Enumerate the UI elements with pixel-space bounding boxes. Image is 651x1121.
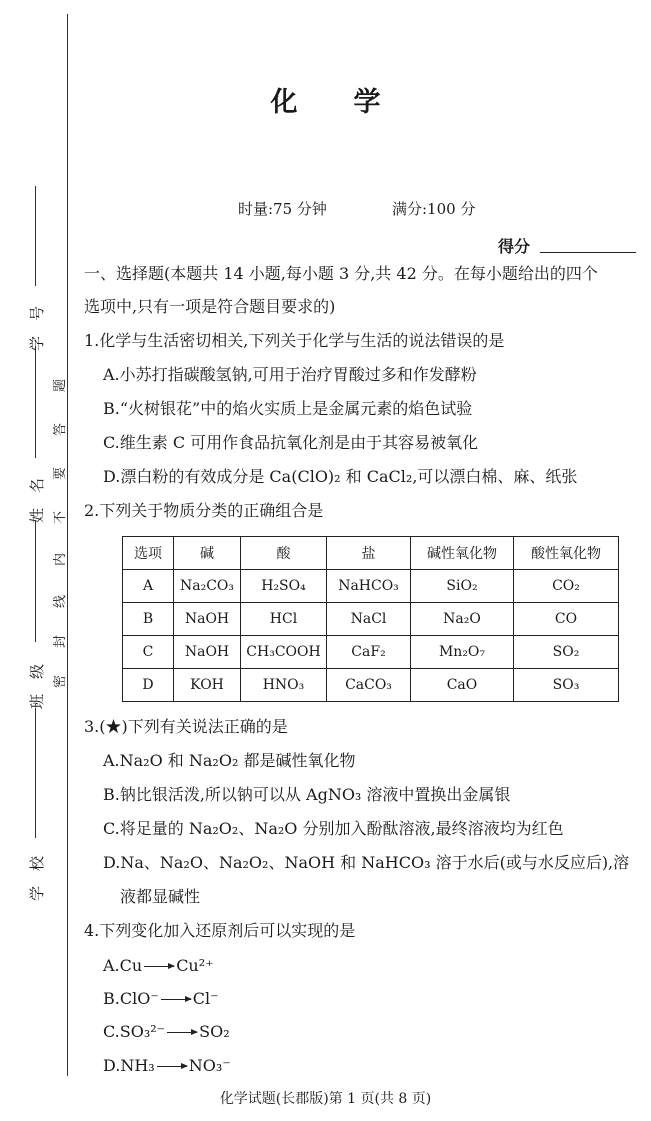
seal-char: 线 [53, 594, 69, 609]
name-blank [35, 346, 36, 458]
q4-stem: 4.下列变化加入还原剂后可以实现的是 [84, 921, 356, 940]
seal-char: 要 [53, 466, 69, 481]
table-header-cell: 碱性氧化物 [411, 537, 514, 570]
q3-option-b: B.钠比银活泼,所以钠可以从 AgNO₃ 溶液中置换出金属银 [103, 785, 511, 804]
table-header-cell: 碱 [174, 537, 241, 570]
student-id-label: 学 号 [28, 305, 47, 352]
table-cell: B [123, 603, 174, 636]
table-cell: CO₂ [514, 570, 619, 603]
q1-option-c: C.维生素 C 可用作食品抗氧化剂是由于其容易被氧化 [103, 433, 479, 452]
table-cell: D [123, 669, 174, 702]
option-letter: A. [103, 956, 120, 975]
q4-option-a [103, 955, 214, 977]
table-header-cell: 盐 [327, 537, 411, 570]
table-row [123, 570, 619, 603]
option-letter: C. [103, 1022, 120, 1041]
arrow-icon [161, 999, 191, 1000]
table-cell: NaCl [327, 603, 411, 636]
q1-option-d: D.漂白粉的有效成分是 Ca(ClO)₂ 和 CaCl₂,可以漂白棉、麻、纸张 [103, 467, 578, 486]
reactant: ClO⁻ [119, 989, 159, 1008]
school-blank [35, 708, 36, 838]
time-limit: 时量:75 分钟 [238, 200, 327, 218]
q4-option-c [103, 1021, 230, 1043]
section-heading-line1: 一、选择题(本题共 14 小题,每小题 3 分,共 42 分。在每小题给出的四个 [84, 264, 598, 283]
product: Cl⁻ [192, 989, 219, 1008]
q3-option-d: D.Na、Na₂O、Na₂O₂、NaOH 和 NaHCO₃ 溶于水后(或与水反应后),溶 [103, 853, 630, 872]
table-header-cell: 酸 [241, 537, 327, 570]
product: SO₂ [199, 1022, 230, 1041]
table-header-row [123, 537, 619, 570]
table-header-cell: 酸性氧化物 [514, 537, 619, 570]
table-cell: SO₃ [514, 669, 619, 702]
page-footer: 化学试题(长郡版)第 1 页(共 8 页) [219, 1091, 432, 1107]
q3-option-a: A.Na₂O 和 Na₂O₂ 都是碱性氧化物 [103, 751, 356, 770]
table-cell: H₂SO₄ [241, 570, 327, 603]
table-cell: HNO₃ [241, 669, 327, 702]
seal-char: 内 [53, 552, 69, 567]
student-id-blank [35, 186, 36, 286]
seal-char: 答 [53, 422, 69, 437]
binding-line [67, 14, 68, 1076]
seal-char: 密 [53, 674, 69, 689]
option-letter: B. [103, 989, 120, 1008]
class-label: 班 级 [28, 663, 47, 710]
table-cell: NaOH [174, 636, 241, 669]
table-row [123, 636, 619, 669]
table-cell: HCl [241, 603, 327, 636]
q3-option-d-continued: 液都显碱性 [120, 887, 201, 906]
q1-stem: 1.化学与生活密切相关,下列关于化学与生活的说法错误的是 [84, 331, 505, 350]
table-cell: CO [514, 603, 619, 636]
table-row [123, 669, 619, 702]
arrow-icon [167, 1032, 197, 1033]
name-label: 姓 名 [28, 477, 47, 524]
table-cell: Na₂CO₃ [174, 570, 241, 603]
table-row [123, 603, 619, 636]
table-header-cell: 选项 [123, 537, 174, 570]
page-title: 化学 [270, 87, 437, 118]
section-heading [84, 263, 598, 285]
option-letter: D. [103, 1056, 121, 1075]
section-heading-line2: 选项中,只有一项是符合题目要求的) [84, 297, 336, 316]
classification-table [122, 536, 619, 702]
table-cell: Mn₂O₇ [411, 636, 514, 669]
q4-option-b [103, 988, 219, 1010]
seal-char: 封 [53, 634, 69, 649]
q1-option-b: B.“火树银花”中的焰火实质上是金属元素的焰色试验 [103, 399, 473, 418]
table-cell: SiO₂ [411, 570, 514, 603]
table-cell: A [123, 570, 174, 603]
table-cell: Na₂O [411, 603, 514, 636]
reactant: Cu [119, 956, 143, 975]
score-label: 得分 [498, 237, 531, 256]
table-cell: CH₃COOH [241, 636, 327, 669]
table-cell: CaF₂ [327, 636, 411, 669]
reactant: NH₃ [120, 1056, 155, 1075]
table-cell: CaO [411, 669, 514, 702]
table-cell: SO₂ [514, 636, 619, 669]
product: NO₃⁻ [188, 1056, 231, 1075]
table-cell: C [123, 636, 174, 669]
score-blank [540, 252, 636, 253]
q4-option-d [103, 1055, 231, 1077]
school-label: 学 校 [28, 855, 47, 902]
table-cell: KOH [174, 669, 241, 702]
arrow-icon [157, 1066, 187, 1067]
table-cell: NaOH [174, 603, 241, 636]
product: Cu²⁺ [176, 956, 214, 975]
reactant: SO₃²⁻ [119, 1022, 166, 1041]
q1-option-a: A.小苏打指碳酸氢钠,可用于治疗胃酸过多和作发酵粉 [103, 365, 477, 384]
table-cell: CaCO₃ [327, 669, 411, 702]
q3-option-c: C.将足量的 Na₂O₂、Na₂O 分别加入酚酞溶液,最终溶液均为红色 [103, 819, 564, 838]
arrow-icon [144, 966, 174, 967]
q2-stem: 2.下列关于物质分类的正确组合是 [84, 501, 324, 520]
q3-stem: 3.(★)下列有关说法正确的是 [84, 717, 288, 736]
full-score: 满分:100 分 [392, 200, 476, 218]
seal-char: 不 [53, 510, 69, 525]
class-blank [35, 520, 36, 642]
table-cell: NaHCO₃ [327, 570, 411, 603]
seal-char: 题 [53, 378, 69, 393]
